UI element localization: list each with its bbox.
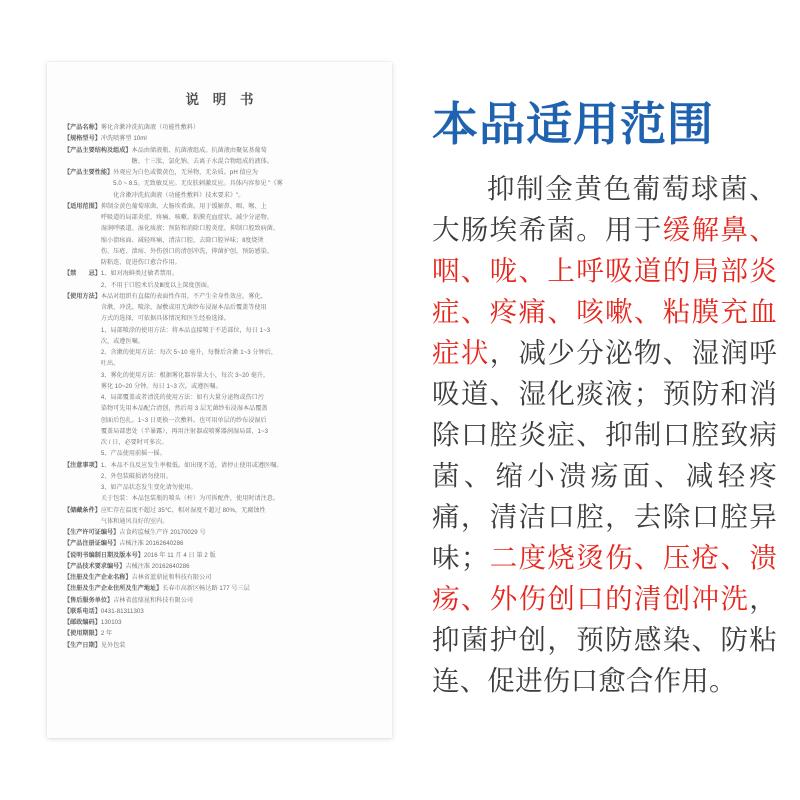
leaflet-text-line: 创面后包扎。1~3 日更换一次敷料。也可用单层的纱布浸湿后 — [100, 416, 267, 424]
leaflet-entry-label: 【产品主要结构及组成】 — [64, 146, 132, 154]
leaflet-entry — [64, 561, 375, 572]
promo-highlight-run: 二度烧烫伤、压疮、溃疡、外伤创口的清创冲洗 — [432, 542, 778, 615]
leaflet-entry-text — [162, 583, 375, 594]
leaflet-text-line: 应贮存在温度不超过 35℃、相对湿度不超过 80%，无腐蚀性 — [100, 506, 266, 514]
leaflet-entry-label: 【生产许可证编号】 — [64, 529, 120, 536]
promo-highlight-run: 缓解鼻、咽、咙、上呼吸道的局部炎症、疼痛、咳嗽、粘膜充血症状 — [432, 214, 777, 369]
leaflet-text-line: 4、局部覆盖或者清洗的使用方法：如有大量分泌物或伤口污 — [100, 394, 265, 401]
leaflet-text-line: 气体和通风良好的室内。 — [100, 517, 169, 525]
leaflet-text-line: 2、含漱的使用方法：每次 5~10 毫升，每餐后含漱 1~3 分钟后， — [100, 349, 278, 356]
leaflet-entry-text — [101, 606, 375, 617]
leaflet-entry — [64, 460, 375, 505]
leaflet-entry — [64, 572, 375, 583]
leaflet-text-line: 呼吸道的局部炎症、疼痛、咳嗽、粘膜充血症状。减少分泌物、 — [100, 214, 273, 221]
leaflet-entry-label: 【售后服务单位】 — [64, 596, 114, 604]
leaflet-entry-text — [101, 628, 375, 639]
leaflet-entry — [64, 617, 375, 628]
leaflet-text-line: 缩小溃疡面、减轻疼痛，清洁口腔，去除口腔异味；Ⅱ度烧烫 — [100, 236, 264, 244]
leaflet-text-line: 2、不用于口腔术后及Ⅲ度以上深度创面。 — [100, 281, 214, 289]
leaflet-text-line: 吐出。 — [100, 360, 120, 368]
leaflet-text-line: 糖、十三肽、氯化钠、去离子水混合物组成的液体。 — [131, 157, 273, 165]
leaflet-entry-text — [144, 550, 375, 561]
instruction-leaflet-card — [47, 62, 392, 738]
leaflet-text-line: 防粘连、促进伤口愈合作用。 — [100, 259, 181, 266]
leaflet-entry — [64, 167, 375, 201]
leaflet-text-line: 含漱、冲洗、喷涂、湿敷或用无菌纱布浸湿本品后覆盖等使用 — [100, 304, 267, 311]
leaflet-entry-label: 【产品技术要求编号】 — [64, 562, 126, 570]
leaflet-entry-label: 【产品主要性能】 — [64, 169, 114, 176]
leaflet-text-line: 雾化含漱冲洗抗菌液（功能性敷料） — [100, 124, 200, 131]
leaflet-entry-label: 【注册及生产企业名称】 — [64, 574, 132, 581]
leaflet-entry — [64, 122, 375, 133]
leaflet-text-line: 外观应为白色或微黄色，无异物，无杂质。pH 值应为 — [113, 169, 258, 176]
leaflet-entry-text — [119, 538, 375, 549]
leaflet-entry-label: 【产品名称】 — [64, 124, 101, 131]
promo-body-text — [432, 168, 777, 701]
leaflet-title: 说 明 书 — [185, 92, 259, 107]
promo-heading: 本品适用范围 — [432, 98, 714, 150]
leaflet-text-line: 1、本品不良反应发生率极低。如出现不适，请停止使用或遵医嘱。 — [100, 461, 283, 469]
leaflet-text-line: 覆盖局部患处（半暴露），再用注射器或喷雾器润湿局部，1~3 — [100, 427, 269, 435]
leaflet-entry-label: 【注意事项】 — [64, 461, 101, 469]
leaflet-text-line: 2016 年 11 月 4 日 第 2 版 — [143, 551, 216, 559]
leaflet-entry — [64, 550, 375, 561]
leaflet-text-line: 5.0 ~ 8.5。无致敏反应。无皮肤刺激反应。具体内容参见 "《雾 — [113, 180, 283, 188]
leaflet-entry-text — [101, 291, 375, 460]
leaflet-text-line: 湿润呼吸道、湿化痰液；预防和消除口腔炎症、抑制口腔致病菌、 — [100, 225, 280, 233]
leaflet-entry-text — [101, 268, 375, 291]
leaflet-text-line: 长春市高新区畅达路 177 号三层 — [162, 585, 250, 593]
leaflet-entry-text — [101, 505, 375, 528]
leaflet-text-line: 吉械注准 20162640286 — [119, 540, 184, 548]
leaflet-text-line: 0431-81311303 — [100, 607, 144, 615]
leaflet-entry-text — [113, 167, 375, 201]
leaflet-text-line: 5、产品使用前摇一摇。 — [100, 450, 166, 458]
leaflet-entry-text — [101, 122, 375, 133]
leaflet-text-line: 化含漱冲洗抗菌液（功能性敷料）技术要求》"。 — [113, 191, 245, 199]
leaflet-entry-text — [125, 561, 375, 572]
leaflet-text-line: 1、如对海鲜类过敏者禁用。 — [100, 270, 179, 278]
leaflet-entry-text — [101, 460, 375, 505]
leaflet-entry — [64, 595, 375, 606]
leaflet-text-line: 本品由储液瓶、抗菌液组成。抗菌液由聚氨基葡萄 — [131, 146, 267, 154]
leaflet-entry — [64, 291, 375, 460]
leaflet-text-line: 抑制金黄色葡萄球菌、大肠埃希菌。用于缓解鼻、咽、喉、上 — [100, 202, 267, 210]
leaflet-entry-text — [101, 133, 375, 144]
leaflet-text-line: 吉林省蓝鼎昆和科技有限公司 — [113, 596, 194, 604]
leaflet-text-line: 见外包装 — [100, 641, 126, 649]
leaflet-entry — [64, 606, 375, 617]
leaflet-entry — [64, 640, 375, 651]
leaflet-text-line: 3、雾化的使用方法：根据雾化器容量大小，每次 3~20 毫升， — [100, 371, 270, 379]
leaflet-text-line: 次，或遵医嘱。 — [100, 337, 144, 345]
leaflet-entry — [64, 268, 375, 291]
promo-normal-run: 抑制金黄色葡萄球菌、大肠埃希菌。用于 — [432, 173, 777, 246]
leaflet-entry — [64, 505, 375, 528]
leaflet-text-line: 吉食药监械生产许 20170029 号 — [119, 529, 206, 536]
leaflet-entry — [64, 583, 375, 594]
leaflet-entry-text — [113, 595, 375, 606]
leaflet-entry — [64, 133, 375, 144]
leaflet-text-line: 关于包装：本品包装瓶的喷头（杆）为可拆配件，使用时请注意。 — [100, 495, 280, 503]
leaflet-entry-label: 【邮政编码】 — [64, 619, 101, 626]
leaflet-entry — [64, 145, 375, 168]
leaflet-text-line: 2 年 — [100, 630, 113, 638]
leaflet-entry-label: 【说明书编制日期及版本号】 — [64, 551, 144, 559]
leaflet-entry-label: 【联系电话】 — [64, 607, 101, 615]
leaflet-entry — [64, 527, 375, 538]
leaflet-text-line: 次 / 日，必要时可多次。 — [100, 439, 168, 446]
leaflet-text-line: 3、如产品状态发生变化请勿使用。 — [100, 484, 197, 491]
leaflet-entry-text — [101, 640, 375, 651]
leaflet-entry-text — [119, 527, 375, 538]
leaflet-entry-label: 【使用期限】 — [64, 630, 101, 638]
leaflet-entry — [64, 628, 375, 639]
leaflet-entry-text — [132, 572, 375, 583]
leaflet-entry-label: 【规格型号】 — [64, 135, 101, 143]
leaflet-text-line: 本品对组织有直接的表面性作用，不产生全身性效应。雾化、 — [100, 292, 267, 300]
leaflet-entry-label: 【使用方法】 — [64, 292, 101, 300]
leaflet-text-line: 2、外包装破损请勿使用。 — [100, 472, 172, 480]
leaflet-entry-text — [132, 145, 375, 168]
leaflet-entry-label: 【生产日期】 — [64, 641, 101, 649]
leaflet-body — [64, 122, 375, 651]
leaflet-text-line: 雾化 10~20 分钟。每日 1~3 次。或遵医嘱。 — [100, 382, 222, 390]
leaflet-text-line: 1、局部喷涂的使用方法：将本品直接喷于不适部位，每日 1~3 — [100, 326, 271, 334]
leaflet-text-line: 伤、压疮、溃疡、外伤创口的清创冲洗，抑菌护创，预防感染、 — [100, 247, 273, 255]
leaflet-entry-text — [101, 201, 375, 269]
promo-normal-run: 预防和消除口腔炎症、抑制口腔致病菌、缩小溃疡面、减轻疼痛，清洁口腔，去除口腔异味 — [432, 378, 777, 574]
leaflet-entry-label: 【储藏条件】 — [64, 506, 101, 514]
leaflet-entry — [64, 201, 375, 269]
leaflet-entry-label: 【注册及生产企业住所及生产地址】 — [64, 585, 163, 593]
leaflet-text-line: 130103 — [100, 619, 122, 626]
leaflet-text-line: 吉械注准 20162640286 — [125, 562, 190, 570]
promo-normal-run: ，减少分泌物、湿润呼吸道、湿化痰液； — [432, 337, 778, 410]
promo-column — [432, 100, 777, 701]
leaflet-text-line: 冲洗喷雾型 10ml — [100, 135, 147, 143]
leaflet-content — [47, 62, 392, 738]
leaflet-entry — [64, 538, 375, 549]
leaflet-entry-label: 【产品注册证编号】 — [64, 540, 120, 548]
leaflet-text-line: 方式的选择，可依据具体情况和医生经验选择。 — [100, 315, 230, 323]
leaflet-entry-text — [101, 617, 375, 628]
leaflet-text-line: 吉林省蓝鼎昆和科技有限公司 — [131, 574, 212, 581]
leaflet-entry-label: 【适用范围】 — [64, 202, 101, 210]
leaflet-entry-label: 【禁 忌】 — [64, 270, 101, 278]
leaflet-text-line: 染物可先用本品配合清创，然后用 3 层无菌纱布浸湿本品覆盖 — [100, 405, 268, 413]
promo-normal-run: ，抑菌护创，预防感染、防粘连、促进伤口愈合作用。 — [432, 583, 777, 697]
promo-normal-run: ； — [460, 542, 489, 574]
